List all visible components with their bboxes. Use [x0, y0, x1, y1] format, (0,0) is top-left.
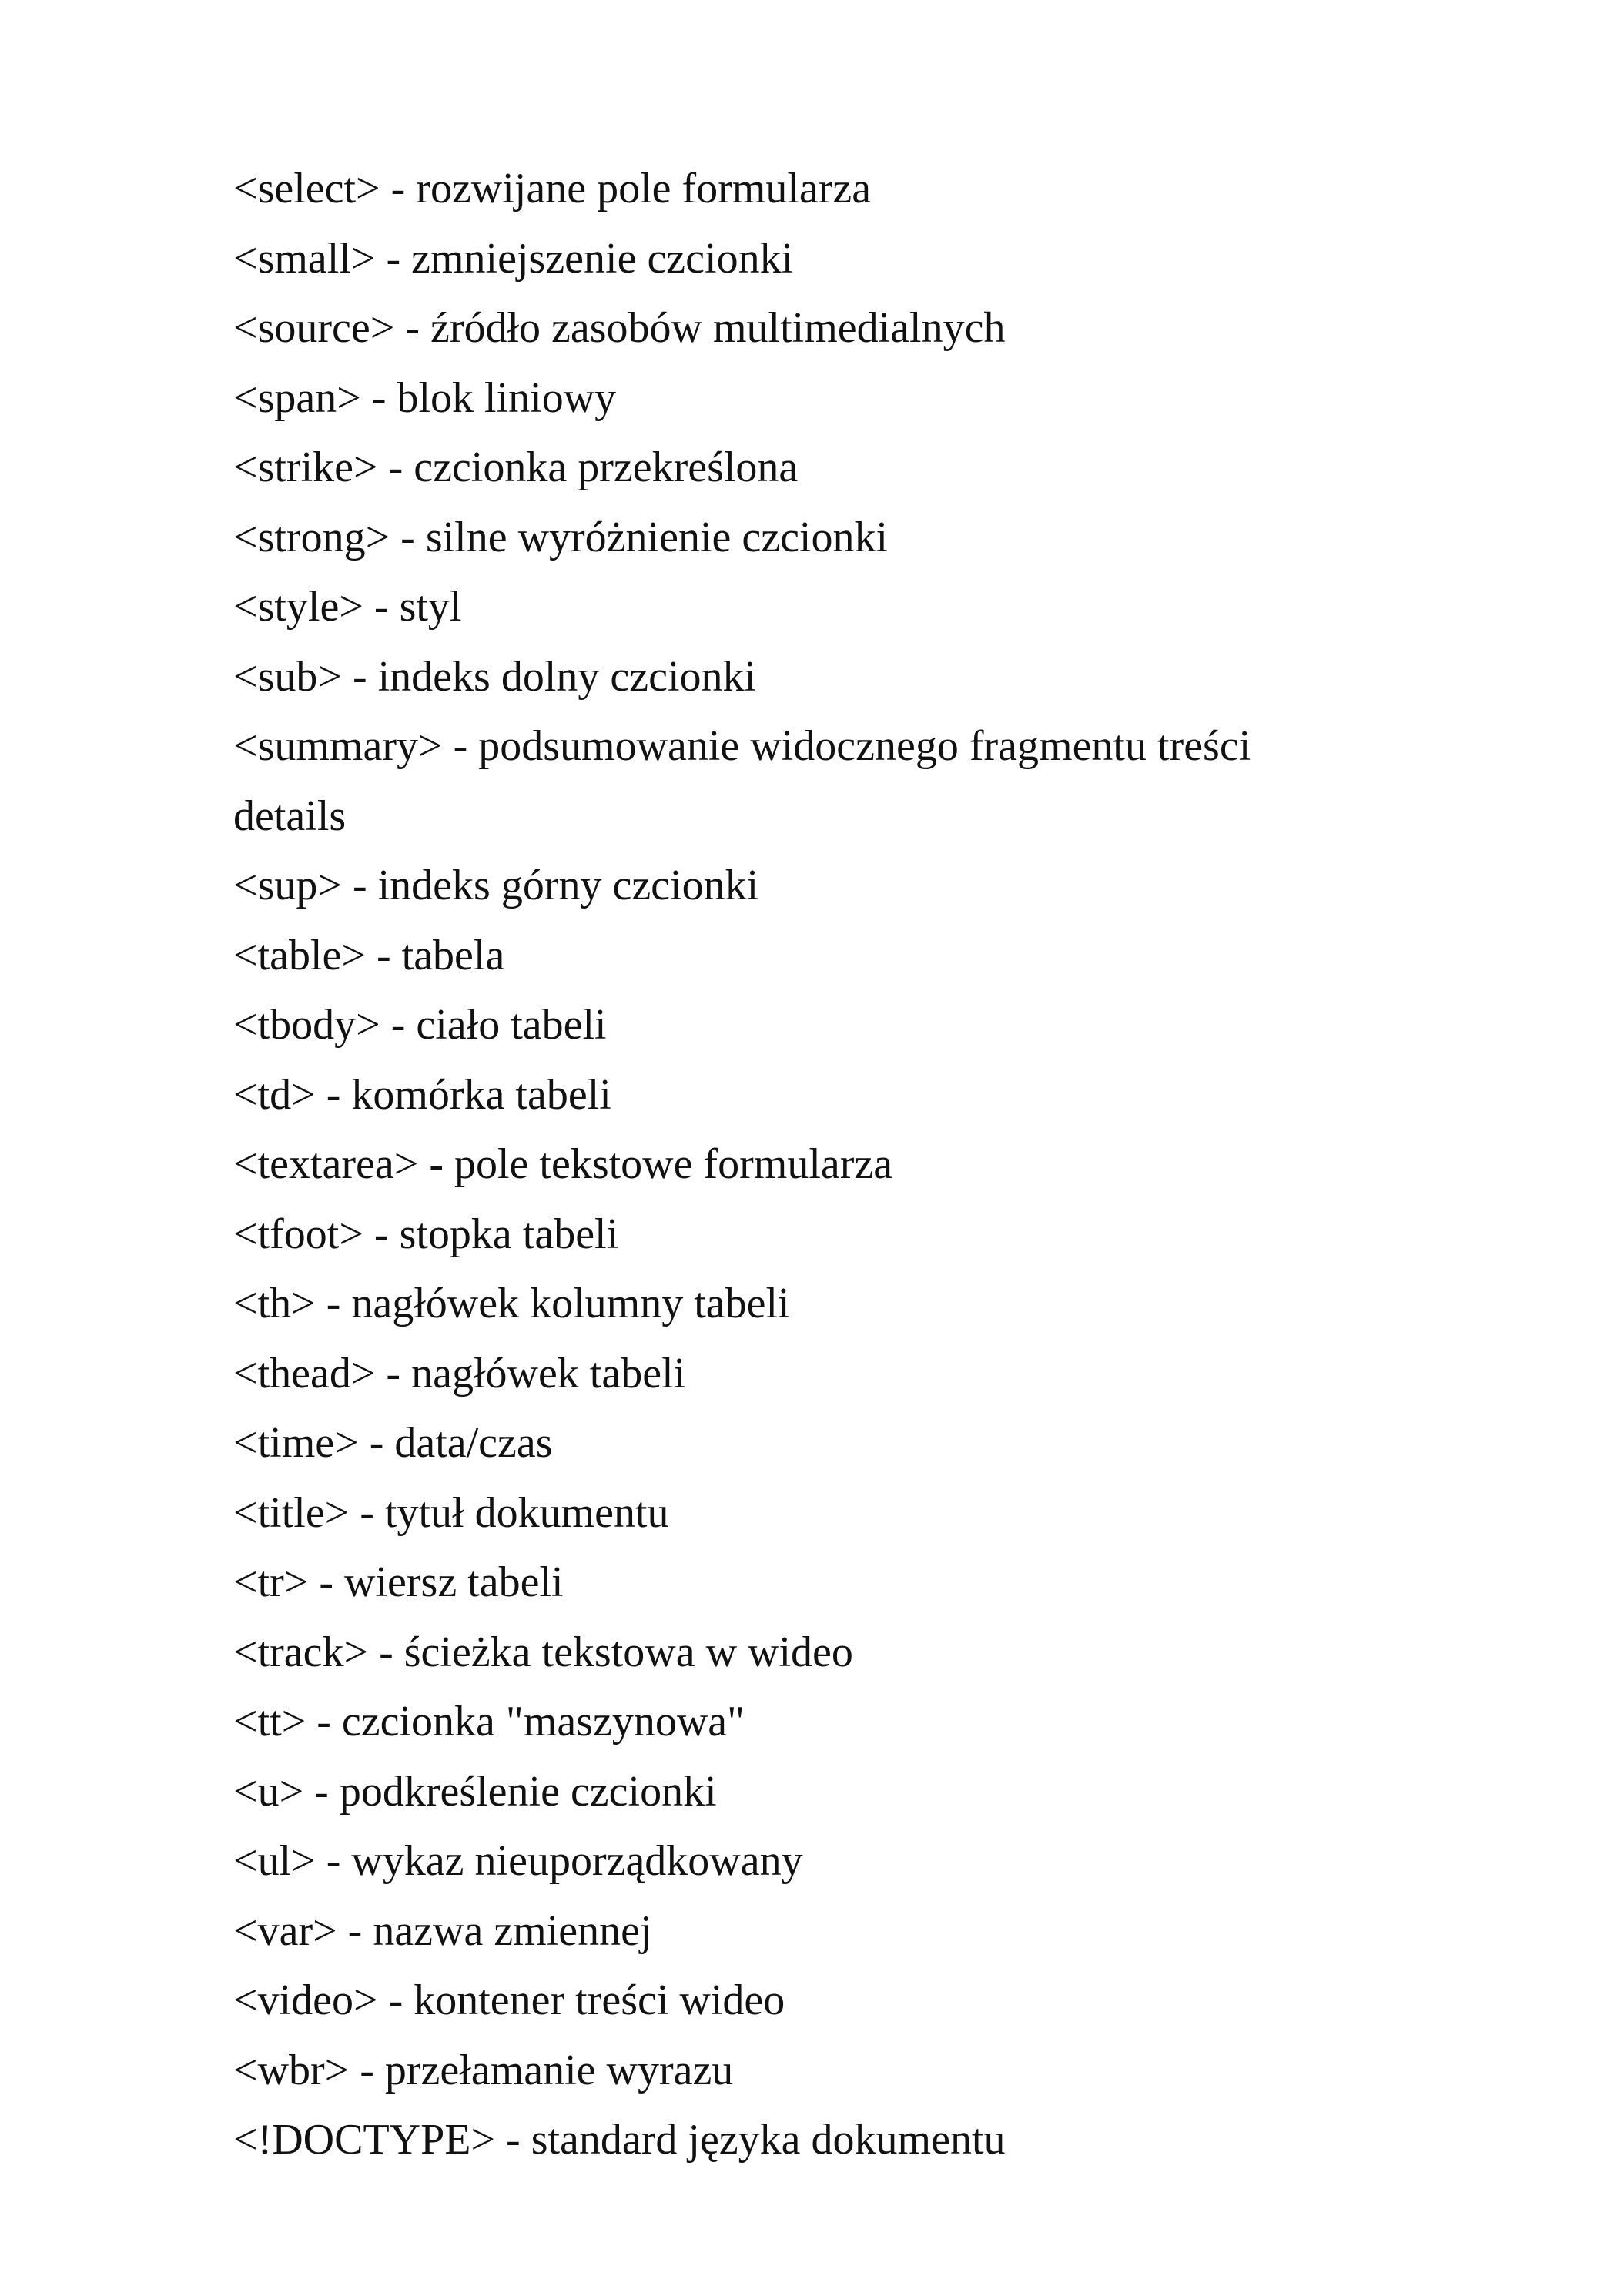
list-item: <tfoot> - stopka tabeli	[233, 1210, 619, 1258]
list-item: <th> - nagłówek kolumny tabeli	[233, 1280, 790, 1327]
list-item: <span> - blok liniowy	[233, 373, 617, 422]
list-item: <sup> - indeks górny czcionki	[233, 862, 759, 909]
list-item: <var> - nazwa zmiennej	[233, 1906, 652, 1955]
list-item: <video> - kontener treści wideo	[233, 1976, 785, 2024]
list-item: <strong> - silne wyróżnienie czcionki	[233, 513, 889, 561]
list-item: <ul> - wykaz nieuporządkowany	[233, 1837, 803, 1885]
list-item: <textarea> - pole tekstowe formularza	[233, 1140, 893, 1188]
list-item: <track> - ścieżka tekstowa w wideo	[233, 1628, 853, 1676]
list-item: <tt> - czcionka "maszynowa"	[233, 1698, 745, 1745]
list-item: <!DOCTYPE> - standard języka dokumentu	[233, 2116, 1006, 2164]
tag-definition-list	[233, 154, 1465, 2175]
list-item: <title> - tytuł dokumentu	[233, 1488, 669, 1537]
list-item: <style> - styl	[233, 583, 462, 631]
list-item: <strike> - czcionka przekreślona	[233, 443, 799, 491]
list-item: <table> - tabela	[233, 931, 505, 979]
list-item: <small> - zmniejszenie czcionki	[233, 234, 794, 283]
list-item: <sub> - indeks dolny czcionki	[233, 652, 757, 701]
list-item: <wbr> - przełamanie wyrazu	[233, 2046, 734, 2094]
list-item: <td> - komórka tabeli	[233, 1070, 611, 1119]
list-item: details	[233, 792, 347, 840]
list-item: <tbody> - ciało tabeli	[233, 1001, 607, 1049]
list-item: <thead> - nagłówek tabeli	[233, 1349, 686, 1397]
list-item: <tr> - wiersz tabeli	[233, 1558, 564, 1606]
list-item: <time> - data/czas	[233, 1419, 553, 1467]
list-item: <select> - rozwijane pole formularza	[233, 165, 872, 213]
list-item: <summary> - podsumowanie widocznego fragmentu treści	[233, 722, 1251, 770]
list-item: <source> - źródło zasobów multimedialnych	[233, 304, 1006, 352]
list-item: <u> - podkreślenie czcionki	[233, 1767, 717, 1816]
